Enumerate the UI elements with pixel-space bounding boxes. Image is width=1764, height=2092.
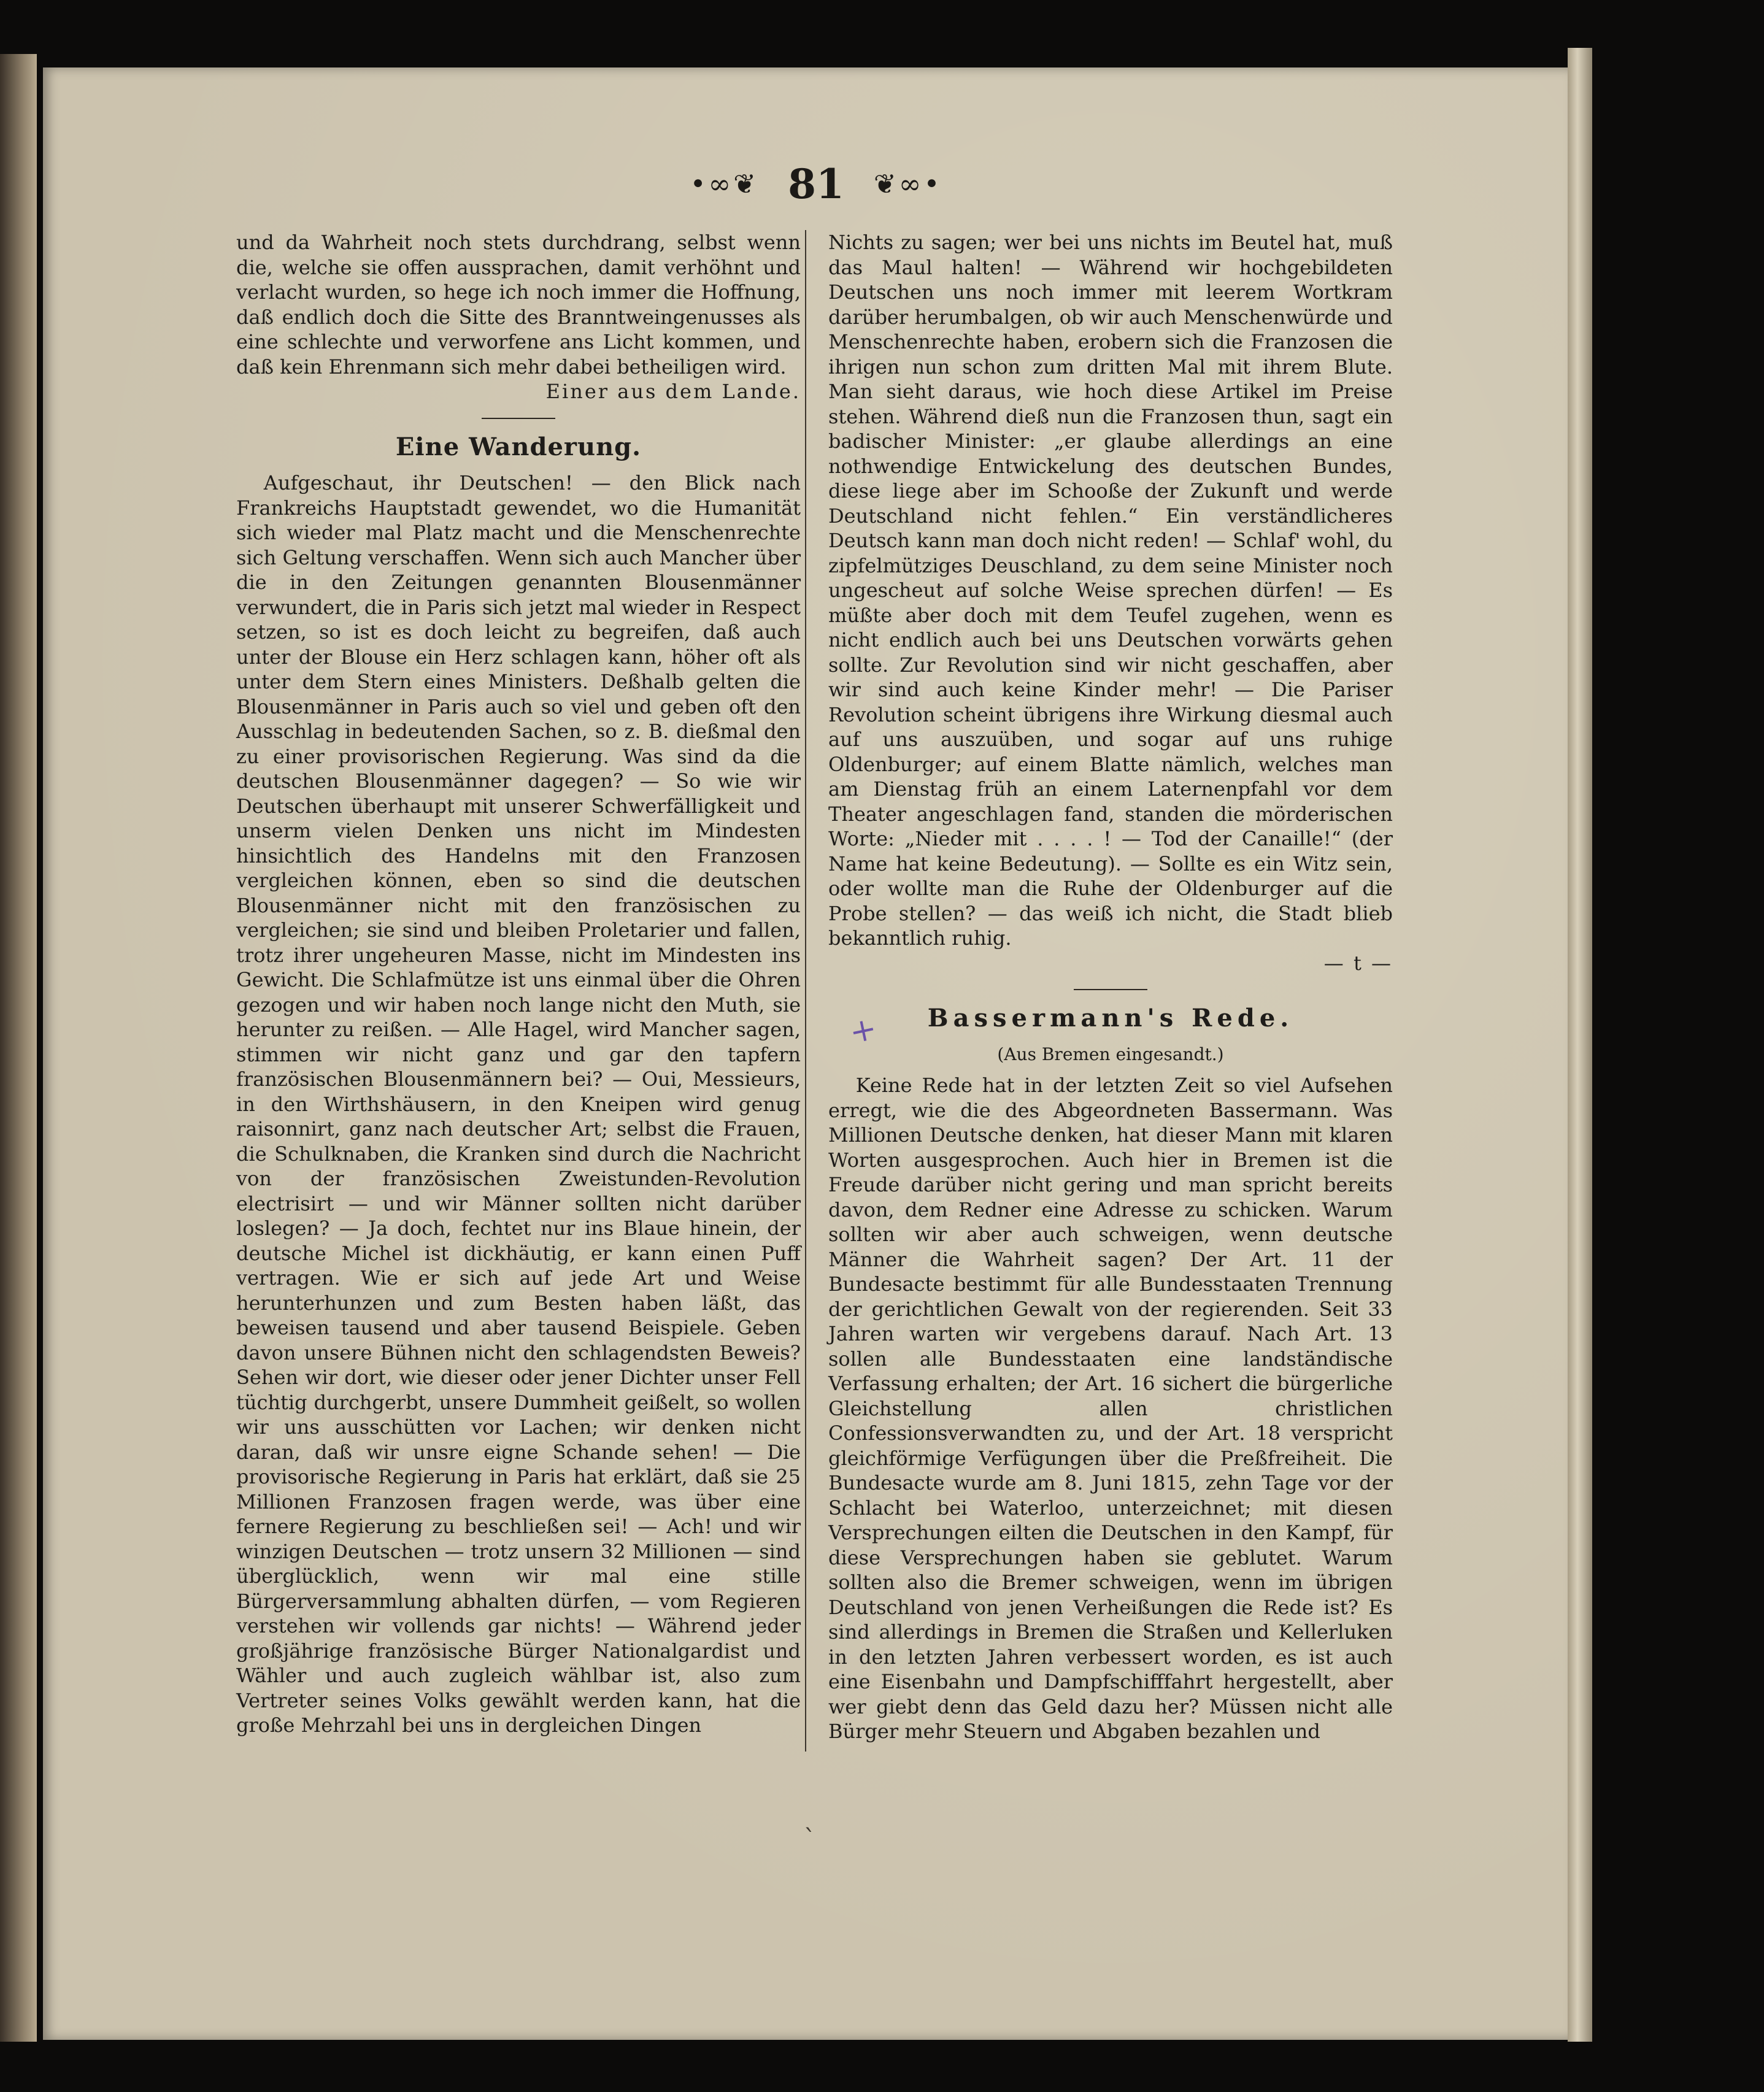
article-body-wanderung: Aufgeschaut, ihr Deutschen! — den Blick nach Frankreichs Hauptstadt gewendet, wo die Humanität sich wieder mal Platz macht und die Menschenrechte sich Geltung verschaffen. Wenn sich auch Mancher über die in den Zeitungen genannten Blousenmänner verwundert, die in Paris sich jetzt mal wieder in Respect setzen, so ist es doch leicht zu begreifen, daß auch unter der Blouse ein Herz schlagen kann, höher oft als unter dem Stern eines Ministers. Deßhalb gelten die Blousenmänner in Paris auch so viel und geben oft den Ausschlag in bedeutenden Sachen, so z. B. dießmal den zu einer provisorischen Regierung. Was sind da die deutschen Blousenmänner dagegen? — So wie wir Deutschen überhaupt mit unserer Schwerfälligkeit und unserm vielen Denken uns nicht im Mindesten hinsichtlich des Handelns mit den Franzosen vergleichen können, eben so sind die deutschen Blousenmänner nicht mit den französischen zu vergleichen; sie sind und bleiben Proletarier und fallen, trotz ihrer ungeheuren Masse, nicht im Mindesten ins Gewicht. Die Schlafmütze ist uns einmal über die Ohren gezogen und wir haben noch lange nicht den Muth, sie herunter zu reißen. — Alle Hagel, wird Mancher sagen, stimmen wir nicht ganz und gar den tapfern französischen Blousenmännern bei? — Oui, Messieurs, in den Wirthshäusern, in den Kneipen wird genug raisonnirt, ganz nach deutscher Art; selbst die Frauen, die Schulknaben, die Kranken sind durch die Nachricht von der französischen Zweistunden-Revolution electrisirt — und wir Männer sollten nicht darüber loslegen? — Ja doch, fechtet nur ins Blaue hinein, der deutsche Michel ist dickhäutig, er kann einen Puff vertragen. Wie er sich auf jede Art und Weise herunterhunzen und zum Besten haben läßt, das beweisen tausend und aber tausend Beispiele. Geben davon unsere Bühnen nicht den schlagendsten Beweis? Sehen wir dort, wie dieser oder jener Dichter unser Fell tüchtig durchgerbt, unsere Dummheit geißelt, so wollen wir uns ausschütten vor Lachen; wir denken nicht daran, daß wir unsre eigne Schande sehen! — Die provisorische Regierung in Paris hat erklärt, daß sie 25 Millionen Franzosen fragen werde, was über eine fernere Regierung zu beschließen sei! — Ach! und wir winzigen Deutschen — trotz unsern 32 Millionen — sind überglücklich, wenn wir mal eine stille Bürgerversammlung abhalten dürfen, — vom Regieren verstehen wir vollends gar nichts! — Während jeder großjährige französische Bürger Nationalgardist und Wähler und auch zugleich wählbar ist, also zum Vertreter seines Volks gewählt werden kann, hat die große Mehrzahl bei uns in dergleichen Dingen bbox=[236, 471, 801, 1737]
article-subtitle: (Aus Bremen eingesandt.) bbox=[997, 1044, 1224, 1064]
section-divider bbox=[482, 418, 555, 419]
ornament-left-icon: •∞❦ bbox=[690, 168, 759, 200]
column-rule bbox=[805, 230, 806, 1752]
page-header bbox=[681, 156, 951, 212]
continuation-paragraph: Nichts zu sagen; wer bei uns nichts im Beutel hat, muß das Maul halten! — Während wir hochgebildeten Deutschen uns noch immer mit leerem Wortkram darüber herumbalgen, ob wir auch Menschenwürde und Menschenrechte haben, erobern sich die Franzosen die ihrigen nun schon zum dritten Mal mit ihrem Blute. Man sieht daraus, wie hoch diese Artikel im Preise stehen. Während dieß nun die Franzosen thun, sagt ein badischer Minister: „er glaube allerdings an eine nothwendige Entwickelung des deutschen Bundes, diese liege aber im Schooße der Zukunft und werde Deutschland nicht fehlen.“ Ein verständlicheres Deutsch kann man doch nicht reden! — Schlaf' wohl, du zipfelmütziges Deuschland, zu dem seine Minister noch ungescheut auf solche Weise sprechen dürfen! — Es müßte aber doch mit dem Teufel zugehen, wenn es nicht endlich auch bei uns Deutschen vorwärts gehen sollte. Zur Revolution sind wir nicht geschaffen, aber wir sind auch keine Kinder mehr! — Die Pariser Revolution scheint übrigens ihre Wirkung diesmal auch auf uns auszuüben, und sogar auf uns ruhige Oldenburger; auf einem Blatte nämlich, welches man am Dienstag früh an einem Laternenpfahl vor dem Theater angeschlagen fand, standen die mörderischen Worte: „Nieder mit . . . . ! — Tod der Canaille!“ (der Name hat keine Bedeutung). — Sollte es ein Witz sein, oder wollte man die Ruhe der Oldenburger auf die Probe stellen? — das weiß ich nicht, die Stadt blieb bekanntlich ruhig. bbox=[828, 231, 1393, 950]
left-column bbox=[236, 230, 801, 1738]
article-title-bassermann: Bassermann's Rede. bbox=[927, 1004, 1294, 1033]
pencil-cross-mark: + bbox=[846, 1010, 880, 1052]
intro-paragraph: und da Wahrheit noch stets durchdrang, selbst wenn die, welche sie offen aussprachen, damit verhöhnt und verlacht wurden, so hege ich noch immer die Hoffnung, daß endlich doch die Sitte des Branntweingenusses als eine schlechte und verworfene ans Licht kommen, und daß kein Ehrenmann sich mehr dabei betheiligen wird. bbox=[236, 231, 801, 379]
ornament-right-icon: ❦∞• bbox=[873, 168, 942, 200]
intro-signature: Einer aus dem Lande. bbox=[545, 380, 801, 403]
article-body-bassermann: Keine Rede hat in der letzten Zeit so viel Aufsehen erregt, wie die des Abgeordneten Bassermann. Was Millionen Deutsche denken, hat dieser Mann mit klaren Worten ausgesprochen. Auch hier in Bremen ist die Freude darüber nicht gering und man spricht bereits davon, dem Redner eine Adresse zu schicken. Warum sollten wir aber auch schweigen, wenn deutsche Männer die Wahrheit sagen? Der Art. 11 der Bundesacte bestimmt für alle Bundesstaaten Trennung der gerichtlichen Gewalt von der regierenden. Seit 33 Jahren warten wir vergebens darauf. Nach Art. 13 sollen alle Bundesstaaten eine landständische Verfassung erhalten; der Art. 16 sichert die bürgerliche Gleichstellung allen christlichen Confessionsverwandten zu, und der Art. 18 verspricht gleichförmige Verfügungen über die Preßfreiheit. Die Bundesacte wurde am 8. Juni 1815, zehn Tage vor der Schlacht bei Waterloo, unterzeichnet; mit diesen Versprechungen eilten die Deutschen in den Kampf, für diese Versprechungen haben sie geblutet. Warum sollten also die Bremer schweigen, wenn im übrigen Deutschland von jenen Verheißungen die Rede ist? Es sind allerdings in Bremen die Straßen und Kellerluken in den letzten Jahren verbessert worden, es ist auch eine Eisenbahn und Dampfschifffahrt hergestellt, aber wer giebt denn das Geld dazu her? Müssen nicht alle Bürger mehr Steuern und Abgaben bezahlen und bbox=[828, 1074, 1393, 1743]
section-divider bbox=[1074, 989, 1147, 990]
page-stack-edge bbox=[1568, 48, 1592, 2042]
continuation-signature: — t — bbox=[1323, 951, 1393, 975]
facing-page-edge bbox=[0, 54, 37, 2042]
right-column bbox=[828, 230, 1393, 1744]
page-number: 81 bbox=[788, 160, 844, 208]
margin-tick-mark: ˋ bbox=[804, 1825, 816, 1853]
article-title-wanderung: Eine Wanderung. bbox=[395, 432, 642, 461]
